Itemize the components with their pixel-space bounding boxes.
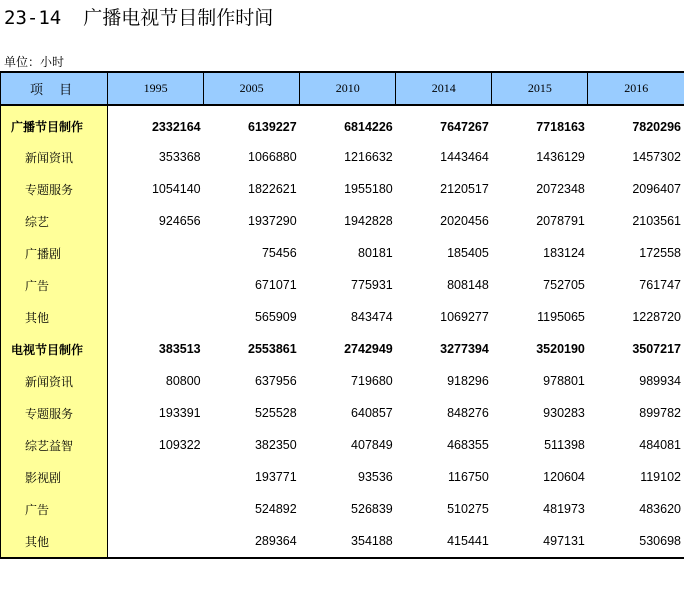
- table-cell: 2078791: [536, 214, 585, 228]
- table-cell: 3277394: [440, 342, 489, 356]
- table-row: [1, 269, 684, 301]
- table-cell: 808148: [447, 278, 489, 292]
- table-cell: 510275: [447, 502, 489, 516]
- table-cell: 1955180: [344, 182, 393, 196]
- table-cell: 2072348: [536, 182, 585, 196]
- table-row: [1, 525, 684, 558]
- unit-label: 单位：小时: [4, 55, 65, 69]
- table-cell: [108, 525, 204, 558]
- column-header-year: 2016: [588, 72, 684, 105]
- table-cell: 1195065: [537, 310, 585, 324]
- table-cell: 526839: [351, 502, 393, 516]
- table-cell: 511398: [544, 438, 585, 452]
- table-cell: 497131: [492, 525, 588, 558]
- table-cell: 7820296: [632, 119, 681, 134]
- column-header-year: 2014: [396, 72, 492, 105]
- table-cell: [108, 301, 204, 333]
- table-cell: [108, 237, 204, 269]
- table-cell: 1937290: [248, 214, 297, 228]
- table-cell: 185405: [447, 246, 489, 260]
- table-cell: 1436129: [536, 150, 585, 164]
- table-cell: 383513: [158, 342, 201, 356]
- row-label: 广播剧: [1, 237, 108, 269]
- table-cell: [108, 461, 204, 493]
- table-cell: 1228720: [632, 310, 681, 324]
- row-label: 新闻资讯: [1, 141, 108, 173]
- column-header-year: 2005: [204, 72, 300, 105]
- table-cell: 483620: [639, 502, 681, 516]
- row-label: 综艺: [1, 205, 108, 237]
- row-label: 广告: [1, 493, 108, 525]
- table-cell: 119102: [640, 470, 681, 484]
- column-header-year: 1995: [108, 72, 204, 105]
- table-cell: 2742949: [344, 342, 393, 356]
- table-cell: [108, 269, 204, 301]
- row-label: 其他: [1, 301, 108, 333]
- row-group-label: 电视节目制作: [1, 333, 108, 365]
- table-cell: 172558: [639, 246, 681, 260]
- table-cell: 7647267: [440, 119, 489, 134]
- table-row: [1, 461, 684, 493]
- table-cell: 525528: [254, 406, 297, 420]
- table-row: [1, 141, 684, 173]
- table-cell: 93536: [358, 470, 393, 484]
- row-label: 专题服务: [1, 397, 108, 429]
- header-row: [1, 72, 684, 105]
- table-cell: 2553861: [248, 342, 297, 356]
- table-cell: 80181: [358, 246, 393, 260]
- column-header-year: 2015: [492, 72, 588, 105]
- table-cell: 1822621: [248, 182, 297, 196]
- table-cell: 1054140: [151, 182, 201, 196]
- table-number: 23-14: [4, 7, 62, 29]
- table-cell: 752705: [543, 278, 585, 292]
- table-cell: 530698: [588, 525, 684, 558]
- table-cell: 75456: [261, 246, 297, 260]
- table-cell: 2020456: [440, 214, 489, 228]
- table-row: [1, 205, 684, 237]
- table-row: [1, 237, 684, 269]
- table-cell: 843474: [351, 310, 393, 324]
- table-cell: 1066880: [248, 150, 297, 164]
- column-header-item: 项 目: [1, 72, 108, 105]
- table-cell: 353368: [158, 150, 201, 164]
- row-label: 影视剧: [1, 461, 108, 493]
- table-group-row: [1, 333, 684, 365]
- column-header-year: 2010: [300, 72, 396, 105]
- table-row: [1, 397, 684, 429]
- table-cell: 761747: [639, 278, 681, 292]
- table-cell: 2096407: [632, 182, 681, 196]
- table-cell: 899782: [639, 406, 681, 420]
- table-cell: 719680: [351, 374, 393, 388]
- table-cell: 775931: [351, 278, 393, 292]
- table-cell: 6139227: [248, 119, 297, 134]
- table-cell: 3520190: [536, 342, 585, 356]
- table-cell: 1457302: [632, 150, 681, 164]
- table-cell: 640857: [351, 406, 393, 420]
- table-cell: 1216632: [344, 150, 393, 164]
- table-cell: 2332164: [151, 119, 201, 134]
- table-cell: 7718163: [536, 119, 585, 134]
- table-cell: 930283: [543, 406, 585, 420]
- row-label: 其他: [1, 525, 108, 558]
- table-cell: 6814226: [344, 119, 393, 134]
- table-cell: 120604: [543, 470, 585, 484]
- table-cell: 3507217: [632, 342, 681, 356]
- table-cell: 2103561: [632, 214, 681, 228]
- table-cell: 116750: [448, 470, 489, 484]
- table-cell: 484081: [639, 438, 681, 452]
- table-cell: 289364: [204, 525, 300, 558]
- data-table: [0, 71, 684, 559]
- table-cell: 354188: [300, 525, 396, 558]
- table-cell: 193771: [254, 470, 297, 484]
- table-row: [1, 429, 684, 461]
- table-group-row: [1, 105, 684, 141]
- table-cell: 468355: [447, 438, 489, 452]
- row-label: 综艺益智: [1, 429, 108, 461]
- table-row: [1, 493, 684, 525]
- table-row: [1, 365, 684, 397]
- table-cell: 671071: [254, 278, 297, 292]
- table-cell: 565909: [254, 310, 297, 324]
- table-cell: 1443464: [440, 150, 489, 164]
- table-cell: 481973: [543, 502, 585, 516]
- table-cell: 382350: [254, 438, 297, 452]
- table-cell: 2120517: [440, 182, 489, 196]
- table-cell: 848276: [447, 406, 489, 420]
- table-cell: 918296: [447, 374, 489, 388]
- row-label: 专题服务: [1, 173, 108, 205]
- table-cell: 1069277: [440, 310, 489, 324]
- page-title: [4, 4, 273, 32]
- table-body: [1, 105, 684, 558]
- table-cell: 80800: [165, 374, 201, 388]
- row-group-label: 广播节目制作: [1, 105, 108, 141]
- table-cell: 978801: [543, 374, 585, 388]
- table-cell: 637956: [254, 374, 297, 388]
- table-row: [1, 173, 684, 205]
- table-cell: 989934: [639, 374, 681, 388]
- table-cell: 924656: [158, 214, 201, 228]
- table-cell: 415441: [396, 525, 492, 558]
- table-cell: 524892: [254, 502, 297, 516]
- table-cell: [108, 493, 204, 525]
- row-label: 广告: [1, 269, 108, 301]
- table-row: [1, 301, 684, 333]
- row-label: 新闻资讯: [1, 365, 108, 397]
- table-cell: 1942828: [344, 214, 393, 228]
- table-cell: 183124: [543, 246, 585, 260]
- table-cell: 109322: [158, 438, 201, 452]
- table-cell: 407849: [351, 438, 393, 452]
- table-title: 广播电视节目制作时间: [83, 7, 274, 29]
- table-cell: 193391: [158, 406, 201, 420]
